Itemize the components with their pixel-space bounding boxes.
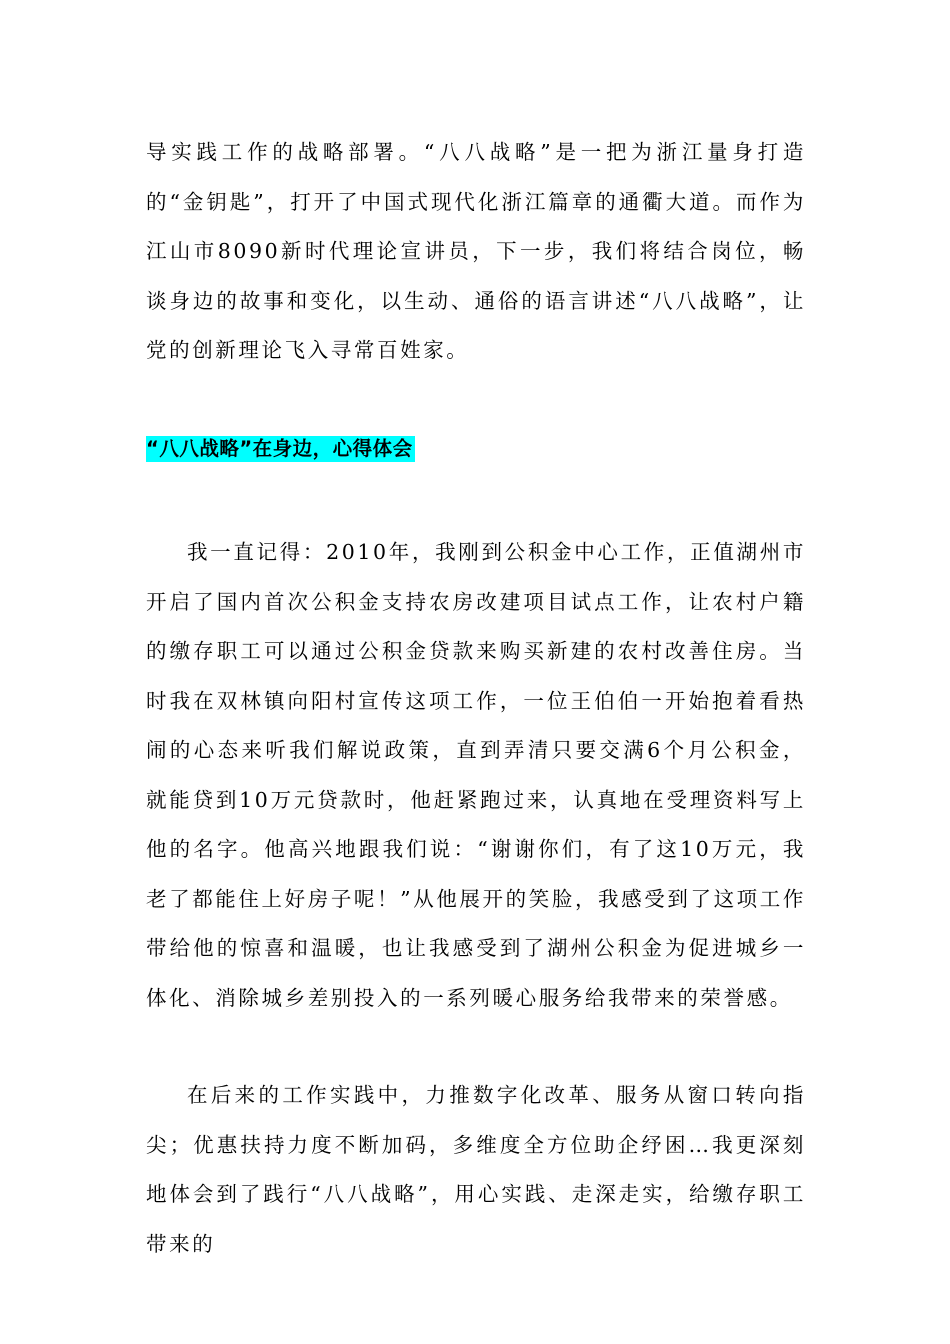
body-paragraph-1: 导实践工作的战略部署。“八八战略”是一把为浙江量身打造的“金钥匙”，打开了中国式现代化浙江篇章的通衢大道。而作为江山市8090新时代理论宣讲员，下一步，我们将结合岗位，畅谈身边的故事和变化，以生动、通俗的语言讲述“八八战略”，让党的创新理论飞入寻常百姓家。 [146, 140, 806, 362]
body-paragraph-2: 我一直记得：2010年，我刚到公积金中心工作，正值湖州市开启了国内首次公积金支持农房改建项目试点工作，让农村户籍的缴存职工可以通过公积金贷款来购买新建的农村改善住房。当时我在双林镇向阳村宣传这项工作，一位王伯伯一开始抱着看热闹的心态来听我们解说政策，直到弄清只要交满6个月公积金，就能贷到10万元贷款时，他赶紧跑过来，认真地在受理资料写上他的名字。他高兴地跟我们说：“谢谢你们，有了这10万元，我老了都能住上好房子呢！”从他展开的笑脸，我感受到了这项工作带给他的惊喜和温暖，也让我感受到了湖州公积金为促进城乡一体化、消除城乡差别投入的一系列暖心服务给我带来的荣誉感。 [146, 540, 806, 1010]
body-paragraph-3: 在后来的工作实践中，力推数字化改革、服务从窗口转向指尖；优惠扶持力度不断加码，多维度全方位助企纾困…我更深刻地体会到了践行“八八战略”，用心实践、走深走实，给缴存职工带来的 [146, 1083, 806, 1256]
section-heading: “八八战略”在身边，心得体会 [146, 437, 413, 460]
